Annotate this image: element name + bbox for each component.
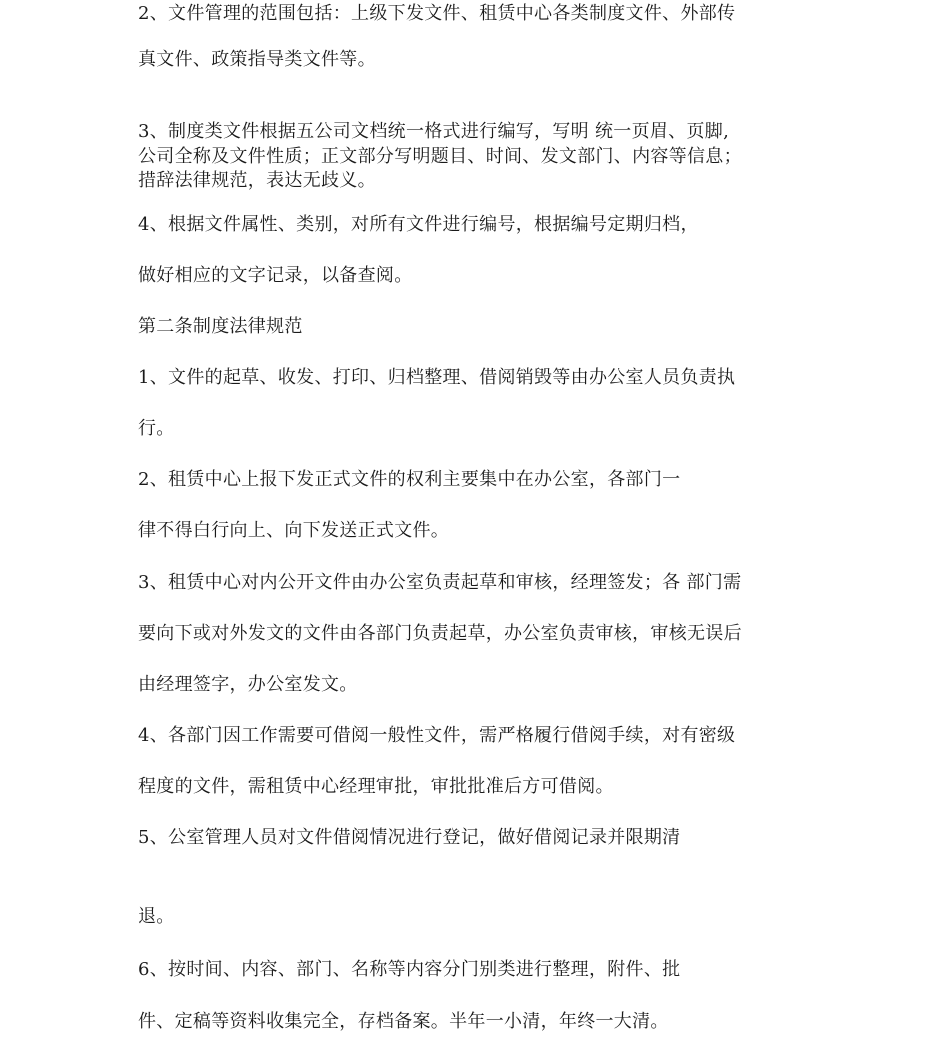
text-line: 3、制度类文件根据五公司文档统一格式进行编写，写明 统一页眉、页脚,	[138, 121, 730, 142]
text-line: 做好相应的文字记录，以备查阅。	[138, 265, 413, 286]
text-line: 2、文件管理的范围包括：上级下发文件、租赁中心各类制度文件、外部传	[138, 3, 736, 24]
text-line: 行。	[138, 418, 175, 439]
text-line: 真文件、政策指导类文件等。	[138, 49, 376, 70]
section-heading: 第二条制度法律规范	[138, 316, 303, 337]
text-line: 2、租赁中心上报下发正式文件的权利主要集中在办公室，各部门一	[138, 469, 681, 490]
text-line: 4、各部门因工作需要可借阅一般性文件，需严格履行借阅手续，对有密级	[138, 725, 736, 746]
text-line: 要向下或对外发文的文件由各部门负责起草，办公室负责审核，审核无误后	[138, 623, 742, 644]
text-line: 1、文件的起草、收发、打印、归档整理、借阅销毁等由办公室人员负责执	[138, 367, 736, 388]
text-line: 退。	[138, 906, 175, 927]
text-line: 3、租赁中心对内公开文件由办公室负责起草和审核，经理签发；各 部门需	[138, 572, 742, 593]
text-line: 律不得白行向上、向下发送正式文件。	[138, 520, 450, 541]
text-line: 由经理签字，办公室发文。	[138, 674, 358, 695]
text-line: 措辞法律规范，表达无歧义。	[138, 170, 376, 191]
text-line: 件、定稿等资料收集完全，存档备案。半年一小清，年终一大清。	[138, 1011, 669, 1032]
text-line: 程度的文件，需租赁中心经理审批，审批批准后方可借阅。	[138, 776, 614, 797]
text-line: 4、根据文件属性、类别，对所有文件进行编号，根据编号定期归档，	[138, 214, 699, 235]
text-line: 公司全称及文件性质；正文部分写明题目、时间、发文部门、内容等信息；	[138, 146, 742, 167]
text-line: 6、按时间、内容、部门、名称等内容分门别类进行整理，附件、批	[138, 959, 681, 980]
text-line: 5、公室管理人员对文件借阅情况进行登记，做好借阅记录并限期清	[138, 827, 681, 848]
